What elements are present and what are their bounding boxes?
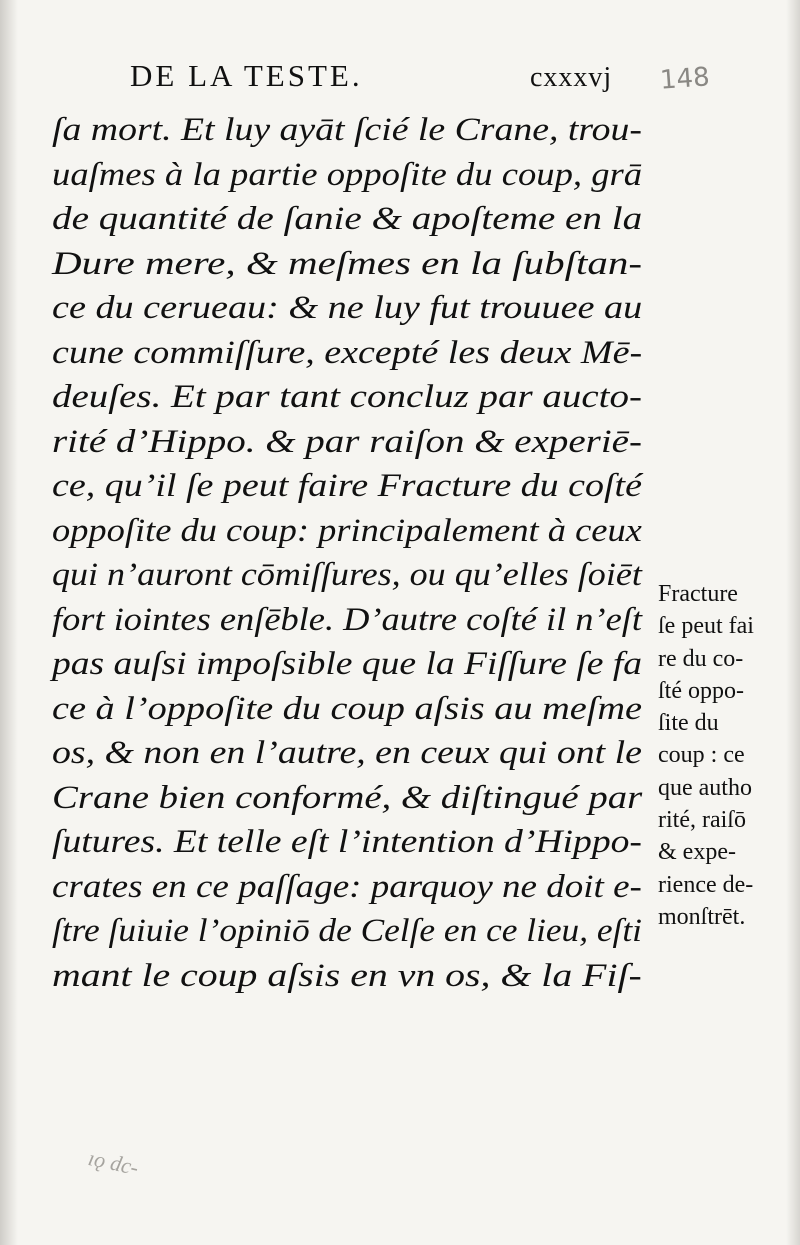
main-text-block	[52, 108, 652, 998]
marginal-note-line: coup : ce	[658, 742, 745, 769]
marginal-note-line: rience de-	[658, 871, 754, 898]
page-edge-shadow-left	[0, 0, 18, 1245]
marginal-note-line: rité, raiſō	[658, 807, 746, 834]
text-line: oppoſite du coup: principalement à ceux	[52, 512, 642, 549]
marginal-note-line: monſtrēt.	[658, 903, 746, 930]
text-line: de quantité de ſanie & apoſteme en la	[52, 201, 643, 237]
text-line: ſutures. Et telle eſt l’intention d’Hippo-	[52, 824, 642, 860]
library-stamp-mark: ıǫ dc-	[86, 1145, 141, 1181]
marginal-note-line: re du co-	[658, 645, 744, 672]
text-line: ce, qu’il ſe peut faire Fracture du coſté	[52, 468, 642, 504]
text-line: deuſes. Et par tant concluz par aucto-	[52, 379, 642, 415]
text-line: os, & non en l’autre, en ceux qui ont le	[52, 735, 642, 771]
page-header	[130, 58, 630, 98]
text-line: cune commiſſure, excepté les deux Mē-	[52, 334, 643, 371]
text-line: ce du cerueau: & ne luy fut trouuee au	[52, 290, 643, 326]
text-line: qui n’auront cōmiſſures, ou qu’elles ſoiēt	[52, 557, 642, 593]
text-line: ſa mort. Et luy ayāt ſcié le Crane, trou-	[52, 112, 642, 148]
text-line: mant le coup aſsis en vn os, & la Fiſ-	[52, 957, 642, 994]
pencil-page-number: 148	[659, 62, 711, 96]
marginal-note-line: & expe-	[658, 839, 736, 866]
text-line: ce à l’oppoſite du coup aſsis au meſme	[52, 690, 643, 727]
text-line: Dure mere, & meſmes en la ſubſtan-	[52, 245, 643, 282]
text-line: Crane bien conformé, & diſtingué par	[52, 779, 643, 816]
text-line: ſtre ſuiuie l’opiniō de Celſe en ce lieu, eſti	[52, 913, 642, 949]
text-line: crates en ce paſſage: parquoy ne doit e-	[52, 868, 642, 905]
marginal-note-line: ſté oppo-	[658, 677, 744, 704]
marginal-note	[658, 578, 790, 933]
text-line: rité d’Hippo. & par raiſon & experiē-	[52, 423, 642, 460]
text-line: fort iointes enſēble. D’autre coſté il n’eſt	[52, 601, 643, 638]
marginal-note-line: ſite du	[658, 710, 719, 737]
marginal-note-line: ſe peut fai	[658, 613, 754, 640]
marginal-note-line: Fracture	[658, 581, 738, 607]
marginal-note-line: que autho	[658, 774, 752, 801]
text-line: pas auſsi impoſsible que la Fiſſure ſe fa	[52, 646, 643, 682]
folio-number: cxxxvj	[530, 62, 613, 93]
text-line: uaſmes à la partie oppoſite du coup, grā	[52, 156, 643, 193]
running-head: DE LA TESTE.	[130, 58, 363, 93]
